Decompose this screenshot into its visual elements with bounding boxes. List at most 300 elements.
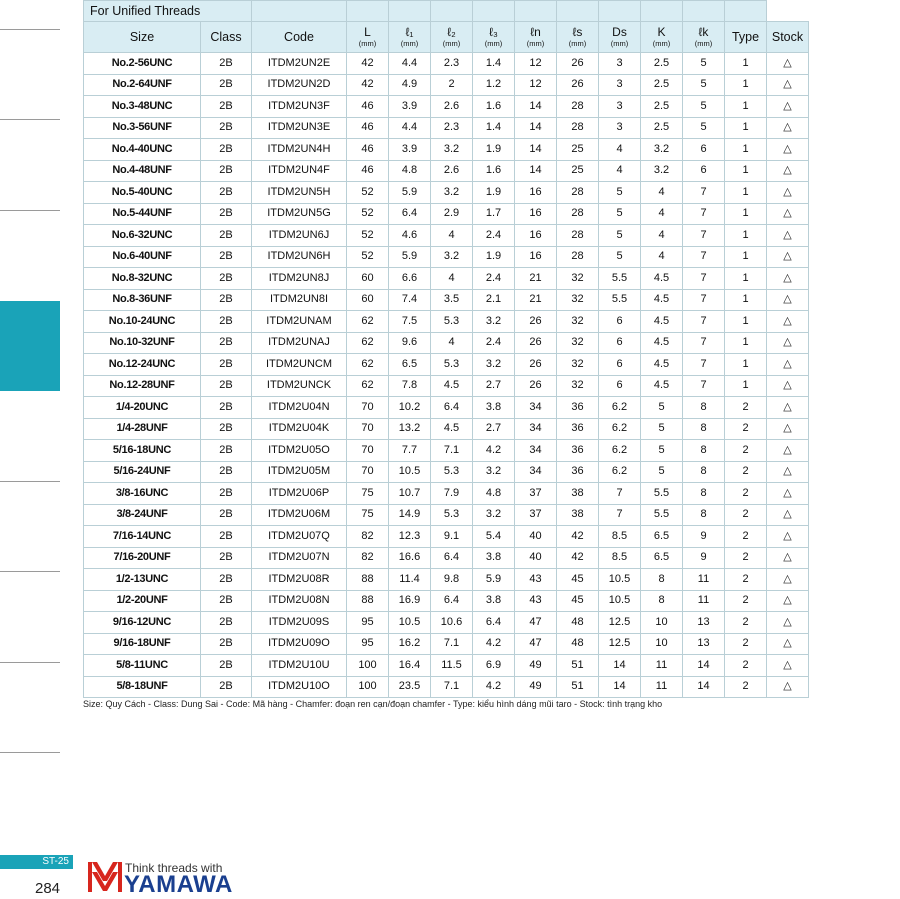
cell-dim: 36 [557, 418, 599, 440]
cell-dim: 4 [599, 160, 641, 182]
cell-stock: △ [767, 225, 809, 247]
cell-type: 2 [725, 461, 767, 483]
cell-dim: 62 [347, 311, 389, 333]
cell-dim: 13 [683, 633, 725, 655]
cell-dim: 1.4 [473, 53, 515, 75]
cell-dim: 32 [557, 268, 599, 290]
cell-dim: 38 [557, 504, 599, 526]
cell-dim: 6.9 [473, 655, 515, 677]
cell-stock: △ [767, 483, 809, 505]
table-row [84, 633, 809, 655]
cell-class: 2B [201, 590, 252, 612]
cell-dim: 8 [641, 590, 683, 612]
cell-class: 2B [201, 504, 252, 526]
cell-dim: 6 [683, 139, 725, 161]
column-header-label: ℓ₃ [489, 25, 498, 40]
cell-code: ITDM2UNAM [252, 311, 347, 333]
cell-type: 1 [725, 332, 767, 354]
cell-code: ITDM2U10O [252, 676, 347, 698]
cell-size: No.6-40UNF [84, 246, 201, 268]
cell-dim: 2.3 [431, 53, 473, 75]
cell-dim: 7 [599, 504, 641, 526]
cell-dim: 4 [641, 182, 683, 204]
cell-dim: 52 [347, 203, 389, 225]
table-row [84, 225, 809, 247]
cell-dim: 2.1 [473, 289, 515, 311]
cell-dim: 4.6 [389, 225, 431, 247]
cell-dim: 5 [683, 74, 725, 96]
cell-dim: 12.5 [599, 612, 641, 634]
cell-dim: 60 [347, 289, 389, 311]
cell-dim: 43 [515, 590, 557, 612]
cell-class: 2B [201, 569, 252, 591]
cell-dim: 14.9 [389, 504, 431, 526]
table-row [84, 612, 809, 634]
cell-stock: △ [767, 397, 809, 419]
cell-dim: 70 [347, 440, 389, 462]
cell-dim: 4.5 [641, 332, 683, 354]
cell-dim: 7 [599, 483, 641, 505]
cell-dim: 4 [641, 203, 683, 225]
cell-dim: 9 [683, 547, 725, 569]
table-row [84, 268, 809, 290]
cell-dim: 4 [641, 246, 683, 268]
cell-dim: 8 [683, 418, 725, 440]
column-header-unit: (mm) [610, 39, 629, 49]
column-header [683, 22, 725, 53]
cell-dim: 4.8 [389, 160, 431, 182]
cell-code: ITDM2U06P [252, 483, 347, 505]
cell-dim: 16.9 [389, 590, 431, 612]
cell-code: ITDM2U07Q [252, 526, 347, 548]
cell-dim: 36 [557, 461, 599, 483]
cell-dim: 7.9 [431, 483, 473, 505]
cell-dim: 6 [599, 332, 641, 354]
cell-dim: 3.9 [389, 96, 431, 118]
cell-dim: 3.8 [473, 397, 515, 419]
cell-dim: 14 [599, 655, 641, 677]
cell-dim: 42 [347, 74, 389, 96]
cell-dim: 42 [557, 547, 599, 569]
cell-dim: 14 [599, 676, 641, 698]
section-title: For Unified Threads [84, 1, 252, 22]
cell-type: 1 [725, 246, 767, 268]
cell-stock: △ [767, 117, 809, 139]
cell-dim: 3.2 [473, 461, 515, 483]
cell-dim: 26 [515, 354, 557, 376]
cell-dim: 2.9 [431, 203, 473, 225]
cell-dim: 2.5 [641, 117, 683, 139]
cell-type: 2 [725, 590, 767, 612]
cell-dim: 6 [683, 160, 725, 182]
cell-code: ITDM2UNCM [252, 354, 347, 376]
cell-dim: 1.2 [473, 74, 515, 96]
cell-size: 9/16-12UNC [84, 612, 201, 634]
cell-type: 2 [725, 655, 767, 677]
cell-dim: 8 [683, 440, 725, 462]
cell-size: No.5-40UNC [84, 182, 201, 204]
cell-code: ITDM2UN2D [252, 74, 347, 96]
cell-stock: △ [767, 53, 809, 75]
cell-dim: 26 [557, 53, 599, 75]
column-header-unit: (mm) [526, 39, 545, 49]
cell-dim: 7 [683, 268, 725, 290]
cell-dim: 1.7 [473, 203, 515, 225]
cell-stock: △ [767, 590, 809, 612]
cell-dim: 4.2 [473, 440, 515, 462]
table-row [84, 74, 809, 96]
margin-rule [0, 571, 60, 572]
cell-class: 2B [201, 311, 252, 333]
cell-dim: 88 [347, 569, 389, 591]
section-title-row [84, 1, 809, 22]
cell-dim: 5.3 [431, 504, 473, 526]
cell-stock: △ [767, 139, 809, 161]
cell-type: 1 [725, 268, 767, 290]
cell-type: 2 [725, 547, 767, 569]
cell-dim: 2.4 [473, 268, 515, 290]
margin-rule [0, 662, 60, 663]
cell-dim: 6.4 [431, 397, 473, 419]
cell-dim: 3.8 [473, 547, 515, 569]
cell-dim: 51 [557, 655, 599, 677]
cell-dim: 46 [347, 117, 389, 139]
cell-dim: 5 [641, 418, 683, 440]
cell-code: ITDM2UN5H [252, 182, 347, 204]
column-header-unit: (mm) [358, 39, 377, 49]
cell-dim: 100 [347, 655, 389, 677]
cell-size: No.8-32UNC [84, 268, 201, 290]
column-header [473, 22, 515, 53]
column-header [515, 22, 557, 53]
column-header: Stock [767, 22, 809, 53]
cell-dim: 16 [515, 203, 557, 225]
table-row [84, 117, 809, 139]
cell-size: 5/16-24UNF [84, 461, 201, 483]
cell-dim: 28 [557, 203, 599, 225]
table-row [84, 354, 809, 376]
cell-dim: 7 [683, 332, 725, 354]
cell-stock: △ [767, 440, 809, 462]
cell-class: 2B [201, 96, 252, 118]
cell-code: ITDM2UN3E [252, 117, 347, 139]
cell-dim: 3.2 [431, 182, 473, 204]
cell-stock: △ [767, 633, 809, 655]
cell-dim: 82 [347, 526, 389, 548]
cell-dim: 3 [599, 117, 641, 139]
cell-stock: △ [767, 676, 809, 698]
cell-class: 2B [201, 246, 252, 268]
cell-dim: 12.5 [599, 633, 641, 655]
cell-dim: 4 [431, 332, 473, 354]
cell-size: No.3-56UNF [84, 117, 201, 139]
cell-size: 1/2-20UNF [84, 590, 201, 612]
table-row [84, 182, 809, 204]
cell-dim: 25 [557, 139, 599, 161]
cell-type: 2 [725, 526, 767, 548]
cell-stock: △ [767, 289, 809, 311]
cell-size: No.2-56UNC [84, 53, 201, 75]
cell-dim: 5.9 [389, 182, 431, 204]
cell-stock: △ [767, 74, 809, 96]
cell-code: ITDM2U10U [252, 655, 347, 677]
column-header-label: ℓ₂ [447, 25, 456, 40]
table-row [84, 311, 809, 333]
cell-dim: 1.9 [473, 246, 515, 268]
cell-code: ITDM2U05O [252, 440, 347, 462]
cell-dim: 4.5 [641, 289, 683, 311]
cell-stock: △ [767, 526, 809, 548]
cell-dim: 26 [515, 311, 557, 333]
cell-dim: 49 [515, 676, 557, 698]
cell-dim: 5 [599, 246, 641, 268]
column-header-unit: (mm) [568, 39, 587, 49]
cell-dim: 1.4 [473, 117, 515, 139]
column-header: Class [201, 22, 252, 53]
cell-type: 1 [725, 354, 767, 376]
cell-class: 2B [201, 633, 252, 655]
cell-dim: 7.7 [389, 440, 431, 462]
cell-dim: 4.5 [431, 375, 473, 397]
cell-type: 1 [725, 182, 767, 204]
cell-dim: 5 [641, 461, 683, 483]
cell-stock: △ [767, 182, 809, 204]
cell-size: 5/16-18UNC [84, 440, 201, 462]
cell-dim: 9.1 [431, 526, 473, 548]
cell-dim: 3.2 [641, 160, 683, 182]
cell-dim: 46 [347, 160, 389, 182]
cell-dim: 7.8 [389, 375, 431, 397]
cell-dim: 7.1 [431, 633, 473, 655]
cell-dim: 5.5 [641, 483, 683, 505]
cell-dim: 10.5 [389, 612, 431, 634]
table-row [84, 203, 809, 225]
cell-dim: 6.5 [641, 547, 683, 569]
cell-size: 1/2-13UNC [84, 569, 201, 591]
section-side-tab [0, 301, 60, 391]
cell-dim: 2.5 [641, 74, 683, 96]
cell-dim: 3.2 [641, 139, 683, 161]
cell-class: 2B [201, 182, 252, 204]
table-row [84, 289, 809, 311]
cell-dim: 4.9 [389, 74, 431, 96]
cell-dim: 21 [515, 289, 557, 311]
cell-dim: 5.3 [431, 311, 473, 333]
table-row [84, 461, 809, 483]
cell-code: ITDM2UN4F [252, 160, 347, 182]
cell-dim: 1.6 [473, 96, 515, 118]
table-row [84, 526, 809, 548]
cell-dim: 10.7 [389, 483, 431, 505]
cell-dim: 62 [347, 332, 389, 354]
cell-size: No.3-48UNC [84, 96, 201, 118]
cell-dim: 3.9 [389, 139, 431, 161]
cell-dim: 70 [347, 397, 389, 419]
cell-dim: 5 [683, 53, 725, 75]
cell-type: 2 [725, 483, 767, 505]
cell-type: 2 [725, 504, 767, 526]
cell-class: 2B [201, 203, 252, 225]
cell-dim: 32 [557, 354, 599, 376]
cell-dim: 62 [347, 354, 389, 376]
column-header-label: K [657, 25, 666, 40]
cell-dim: 28 [557, 96, 599, 118]
cell-dim: 11 [641, 676, 683, 698]
cell-size: 7/16-14UNC [84, 526, 201, 548]
cell-type: 1 [725, 203, 767, 225]
cell-class: 2B [201, 332, 252, 354]
cell-dim: 70 [347, 461, 389, 483]
cell-code: ITDM2U04K [252, 418, 347, 440]
cell-dim: 8 [641, 569, 683, 591]
cell-dim: 100 [347, 676, 389, 698]
cell-dim: 37 [515, 483, 557, 505]
cell-dim: 4.5 [641, 268, 683, 290]
brand-name: YAMAWA [124, 871, 233, 898]
column-header-unit: (mm) [484, 39, 503, 49]
cell-dim: 5 [683, 96, 725, 118]
cell-dim: 4 [431, 225, 473, 247]
cell-dim: 47 [515, 633, 557, 655]
cell-code: ITDM2U08R [252, 569, 347, 591]
cell-dim: 5.5 [599, 289, 641, 311]
cell-code: ITDM2UN5G [252, 203, 347, 225]
cell-dim: 1.6 [473, 160, 515, 182]
cell-dim: 3.2 [473, 311, 515, 333]
cell-dim: 3.2 [431, 139, 473, 161]
spec-table [83, 0, 809, 698]
column-header [641, 22, 683, 53]
cell-code: ITDM2U08N [252, 590, 347, 612]
cell-dim: 45 [557, 590, 599, 612]
cell-dim: 46 [347, 139, 389, 161]
page-tab: ST-25 [0, 855, 73, 869]
cell-dim: 34 [515, 440, 557, 462]
cell-code: ITDM2UN2E [252, 53, 347, 75]
cell-class: 2B [201, 547, 252, 569]
cell-size: No.12-28UNF [84, 375, 201, 397]
column-header [557, 22, 599, 53]
cell-dim: 60 [347, 268, 389, 290]
cell-dim: 5 [599, 225, 641, 247]
cell-size: 9/16-18UNF [84, 633, 201, 655]
cell-size: No.12-24UNC [84, 354, 201, 376]
cell-class: 2B [201, 440, 252, 462]
cell-stock: △ [767, 569, 809, 591]
cell-dim: 5 [683, 117, 725, 139]
cell-dim: 52 [347, 225, 389, 247]
cell-dim: 2.5 [641, 96, 683, 118]
cell-dim: 7 [683, 225, 725, 247]
cell-class: 2B [201, 397, 252, 419]
cell-code: ITDM2U05M [252, 461, 347, 483]
cell-type: 1 [725, 53, 767, 75]
cell-code: ITDM2UN3F [252, 96, 347, 118]
table-row [84, 547, 809, 569]
cell-dim: 10.5 [389, 461, 431, 483]
cell-dim: 21 [515, 268, 557, 290]
cell-dim: 7.5 [389, 311, 431, 333]
cell-type: 2 [725, 676, 767, 698]
cell-stock: △ [767, 311, 809, 333]
cell-stock: △ [767, 375, 809, 397]
cell-dim: 88 [347, 590, 389, 612]
cell-dim: 10.5 [599, 569, 641, 591]
table-row [84, 397, 809, 419]
cell-dim: 11 [683, 569, 725, 591]
cell-dim: 2 [431, 74, 473, 96]
cell-dim: 7 [683, 354, 725, 376]
cell-size: No.4-40UNC [84, 139, 201, 161]
cell-dim: 48 [557, 612, 599, 634]
cell-type: 1 [725, 74, 767, 96]
cell-dim: 14 [683, 676, 725, 698]
cell-size: No.5-44UNF [84, 203, 201, 225]
cell-dim: 12.3 [389, 526, 431, 548]
cell-dim: 48 [557, 633, 599, 655]
cell-dim: 16 [515, 246, 557, 268]
cell-dim: 46 [347, 96, 389, 118]
cell-code: ITDM2U04N [252, 397, 347, 419]
cell-dim: 3 [599, 74, 641, 96]
cell-type: 1 [725, 160, 767, 182]
cell-dim: 3.2 [473, 504, 515, 526]
table-row [84, 139, 809, 161]
cell-type: 2 [725, 440, 767, 462]
cell-dim: 6.4 [431, 590, 473, 612]
cell-dim: 5 [641, 440, 683, 462]
cell-dim: 32 [557, 311, 599, 333]
cell-dim: 23.5 [389, 676, 431, 698]
cell-type: 1 [725, 289, 767, 311]
cell-code: ITDM2UN6J [252, 225, 347, 247]
cell-type: 1 [725, 311, 767, 333]
table-row [84, 246, 809, 268]
table-row [84, 655, 809, 677]
column-header: Size [84, 22, 201, 53]
cell-dim: 7.1 [431, 440, 473, 462]
cell-size: No.10-32UNF [84, 332, 201, 354]
cell-dim: 45 [557, 569, 599, 591]
cell-dim: 3.8 [473, 590, 515, 612]
cell-dim: 28 [557, 225, 599, 247]
page-number: 284 [35, 880, 61, 897]
margin-rule [0, 210, 60, 211]
cell-dim: 4.5 [641, 354, 683, 376]
cell-class: 2B [201, 375, 252, 397]
cell-size: 3/8-16UNC [84, 483, 201, 505]
cell-dim: 4.2 [473, 633, 515, 655]
cell-dim: 2.7 [473, 375, 515, 397]
cell-type: 1 [725, 96, 767, 118]
cell-dim: 4.4 [389, 53, 431, 75]
brand-tagline: Think threads with [125, 861, 223, 875]
cell-dim: 26 [557, 74, 599, 96]
cell-dim: 8.5 [599, 547, 641, 569]
cell-dim: 8 [683, 504, 725, 526]
cell-dim: 2.6 [431, 160, 473, 182]
table-row [84, 332, 809, 354]
cell-dim: 32 [557, 332, 599, 354]
cell-stock: △ [767, 655, 809, 677]
margin-rule [0, 752, 60, 753]
footnote: Size: Quy Cách - Class: Dung Sai - Code: Mã hàng - Chamfer: đoạn ren cạn/đoạn chamfer - Type: kiểu hình dáng mũi taro - Stock: tình trạng kho [83, 699, 663, 709]
column-header-unit: (mm) [400, 39, 419, 49]
cell-dim: 6.5 [389, 354, 431, 376]
cell-size: 1/4-28UNF [84, 418, 201, 440]
cell-dim: 5.3 [431, 354, 473, 376]
table-row [84, 96, 809, 118]
